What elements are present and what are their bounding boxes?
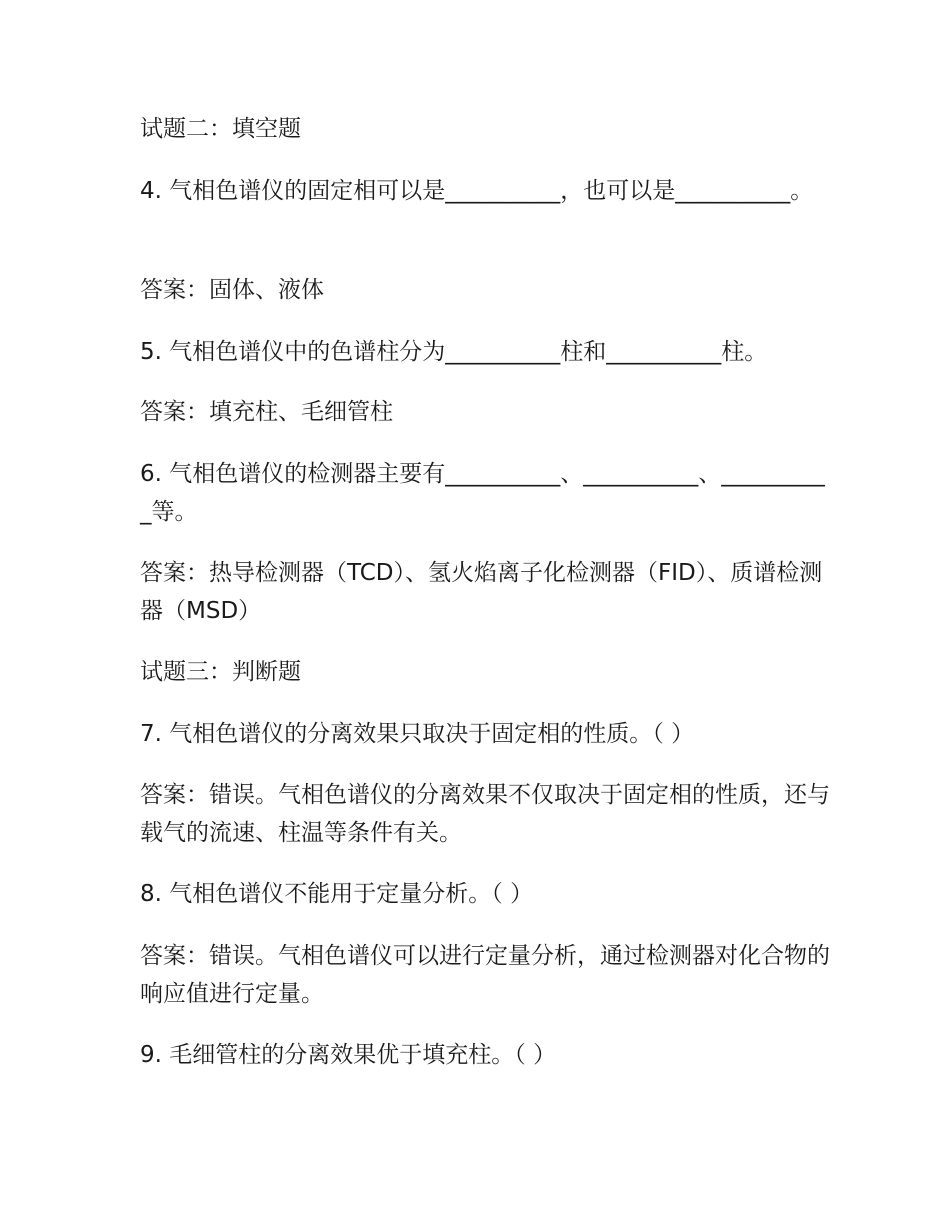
answer-8: 答案：错误。气相色谱仪可以进行定量分析，通过检测器对化合物的响应值进行定量。 — [140, 943, 830, 1007]
answer-4: 答案：固体、液体 — [140, 277, 324, 303]
section-heading-fill-in: 试题二：填空题 — [140, 116, 301, 142]
question-5: 5. 气相色谱仪中的色谱柱分为__________柱和__________柱。 — [140, 339, 768, 365]
question-6: 6. 气相色谱仪的检测器主要有__________、__________、__________等。 — [140, 461, 825, 525]
section-heading-true-false: 试题三：判断题 — [140, 659, 301, 685]
question-8: 8. 气相色谱仪不能用于定量分析。（ ） — [140, 881, 534, 907]
question-7: 7. 气相色谱仪的分离效果只取决于固定相的性质。（ ） — [140, 721, 695, 747]
question-4: 4. 气相色谱仪的固定相可以是__________，也可以是__________。 — [140, 178, 814, 204]
question-9: 9. 毛细管柱的分离效果优于填充柱。（ ） — [140, 1042, 557, 1068]
answer-7: 答案：错误。气相色谱仪的分离效果不仅取决于固定相的性质，还与载气的流速、柱温等条件有关。 — [140, 782, 830, 846]
answer-5: 答案：填充柱、毛细管柱 — [140, 399, 393, 425]
answer-6: 答案：热导检测器（TCD）、氢火焰离子化检测器（FID）、质谱检测器（MSD） — [140, 560, 823, 624]
